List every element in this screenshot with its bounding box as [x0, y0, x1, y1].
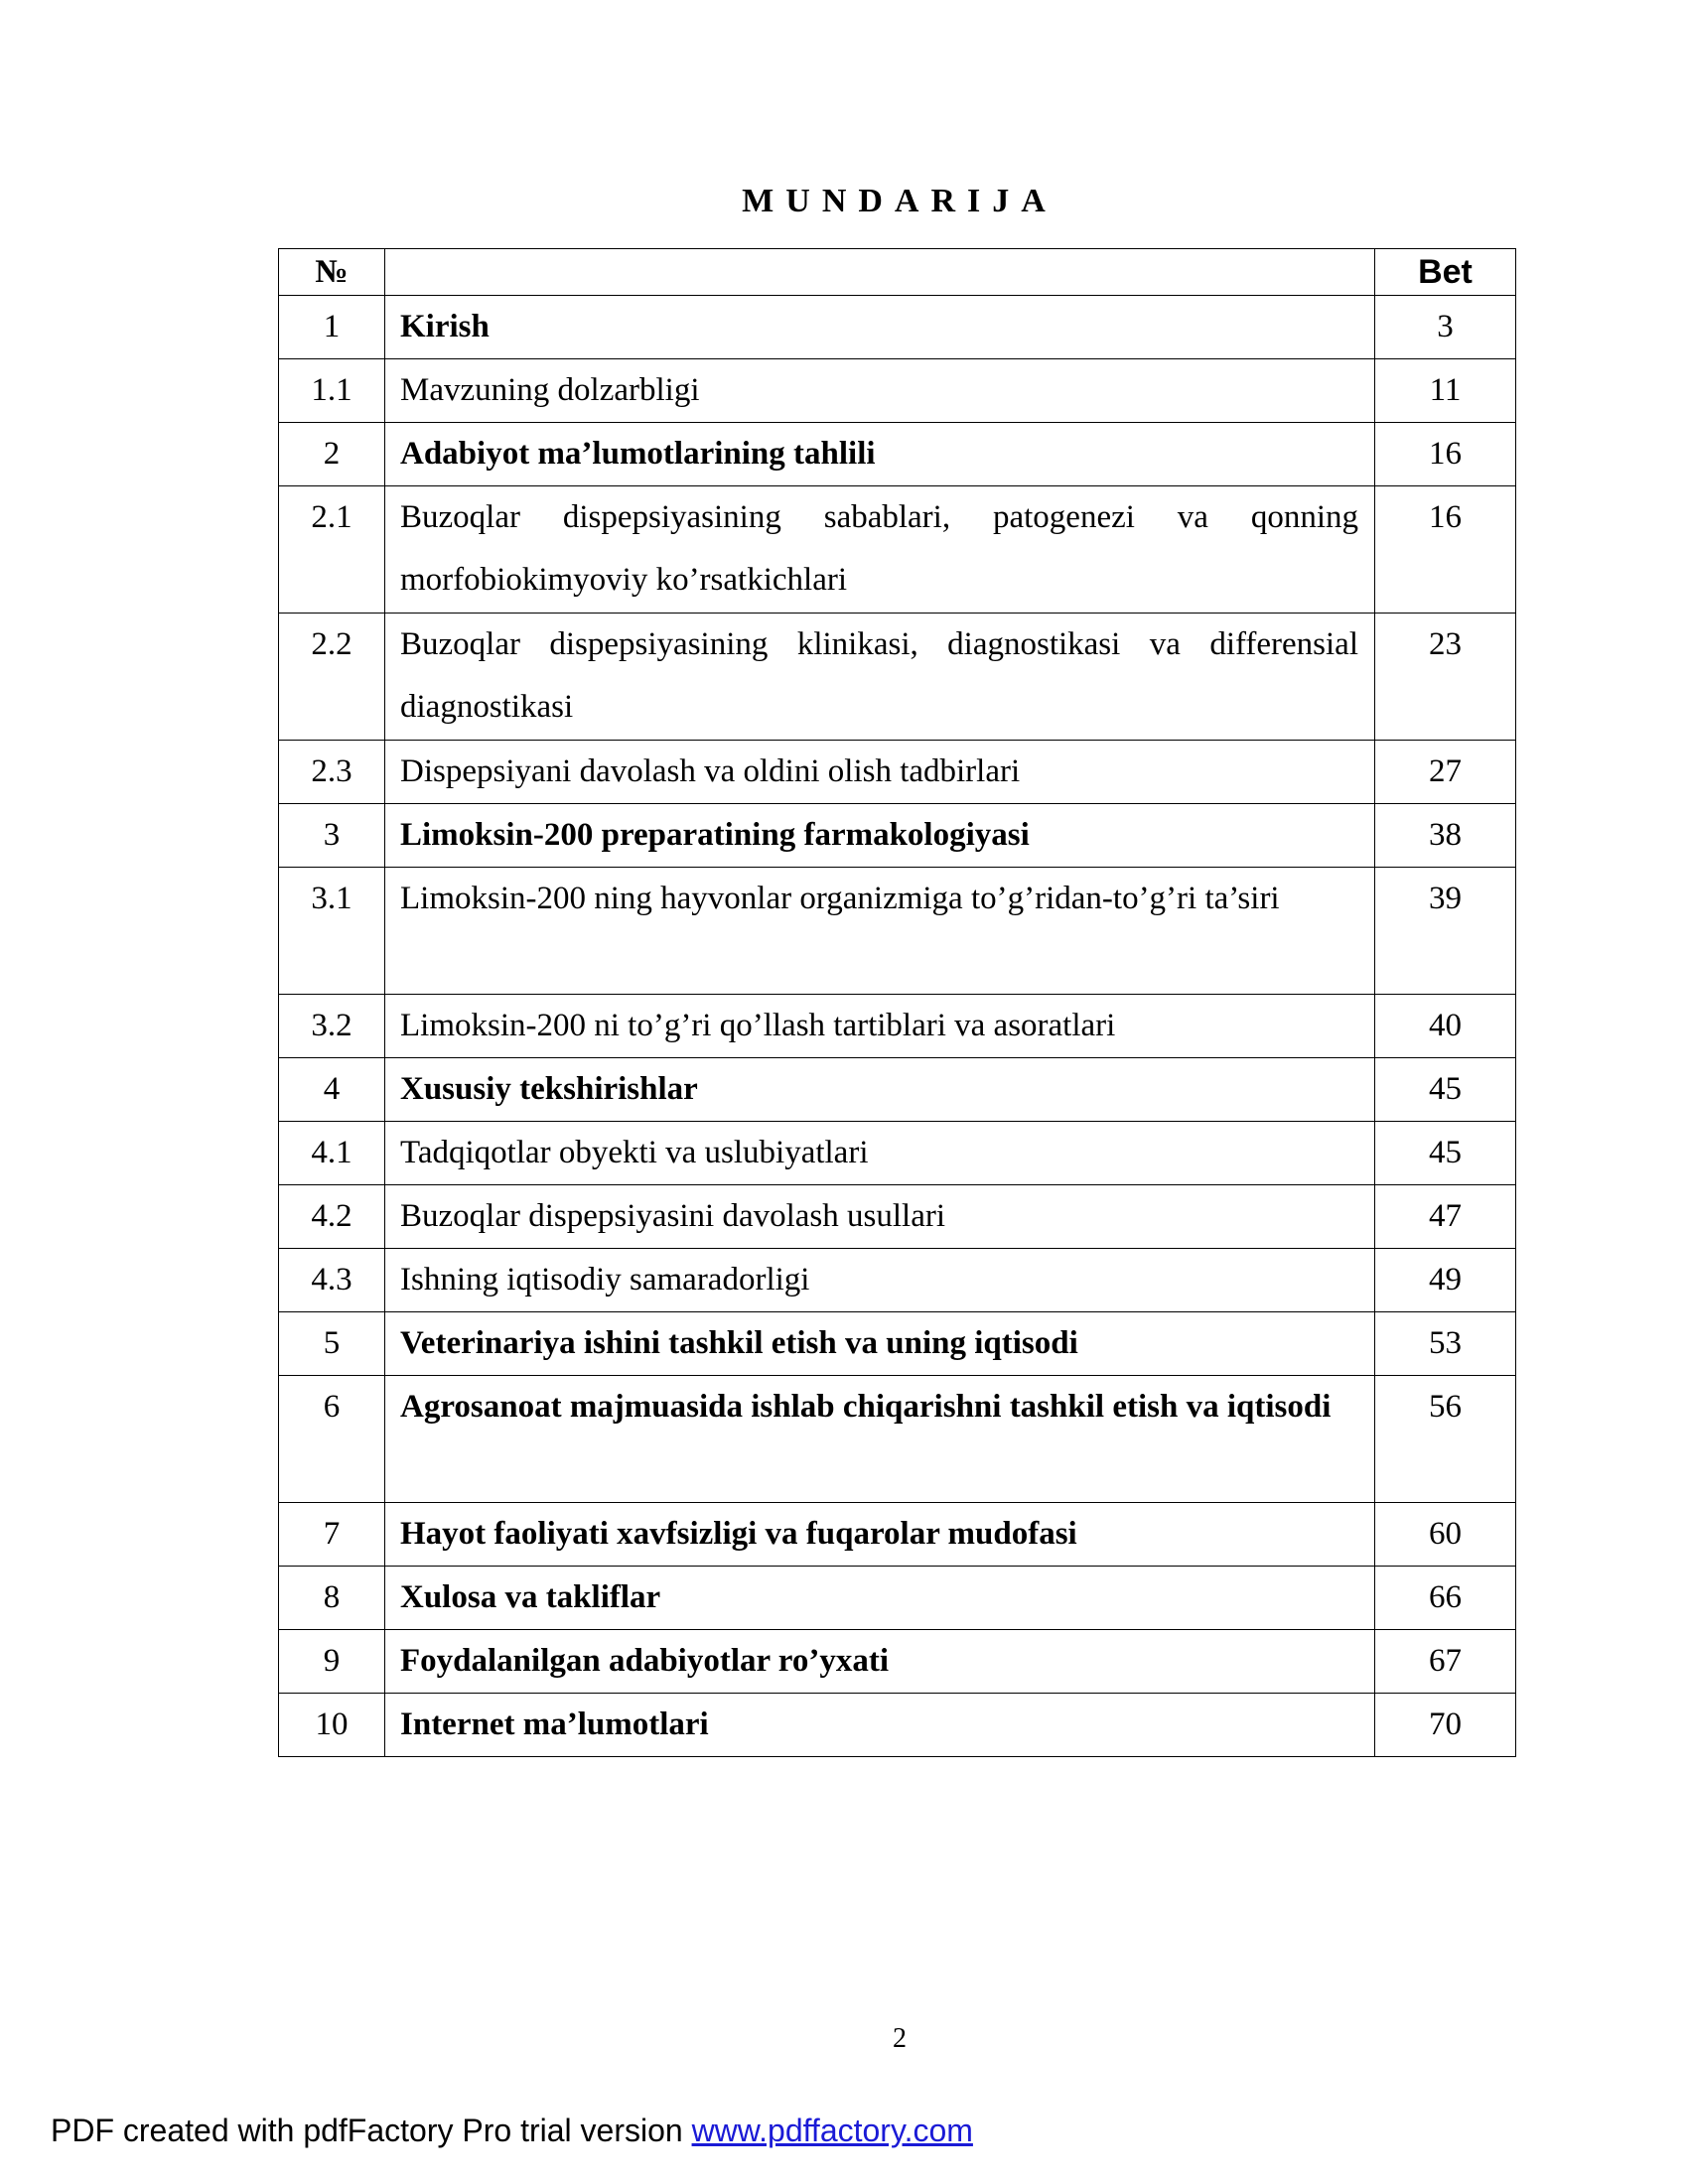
toc-page: 38 [1375, 804, 1516, 868]
toc-row [279, 486, 1516, 614]
toc-row [279, 868, 1516, 995]
toc-number: 2.1 [279, 486, 385, 614]
toc-number: 3.1 [279, 868, 385, 995]
toc-row [279, 1567, 1516, 1630]
toc-page: 45 [1375, 1122, 1516, 1185]
toc-title: Limoksin-200 preparatining farmakologiyasi [385, 804, 1375, 868]
toc-row [279, 1694, 1516, 1757]
toc-number: 10 [279, 1694, 385, 1757]
header-title [385, 249, 1375, 296]
toc-row [279, 1376, 1516, 1503]
toc-number: 3.2 [279, 995, 385, 1058]
toc-number: 7 [279, 1503, 385, 1567]
toc-title: Agrosanoat majmuasida ishlab chiqarishni tashkil etish va iqtisodi [385, 1376, 1375, 1503]
toc-row [279, 359, 1516, 423]
toc-number: 4.1 [279, 1122, 385, 1185]
toc-number: 2.3 [279, 741, 385, 804]
toc-page: 45 [1375, 1058, 1516, 1122]
toc-page: 11 [1375, 359, 1516, 423]
toc-number: 8 [279, 1567, 385, 1630]
toc-number: 3 [279, 804, 385, 868]
toc-page: 56 [1375, 1376, 1516, 1503]
toc-title: Xulosa va takliflar [385, 1567, 1375, 1630]
footer-text: PDF created with pdfFactory Pro trial version [51, 2113, 692, 2148]
toc-title: Buzoqlar dispepsiyasining sabablari, patogenezi va qonning morfobiokimyoviy ko’rsatkichlari [385, 486, 1375, 614]
toc-title: Kirish [385, 296, 1375, 359]
toc-title: Dispepsiyani davolash va oldini olish tadbirlari [385, 741, 1375, 804]
toc-title: Limoksin-200 ni to’g’ri qo’llash tartiblari va asoratlari [385, 995, 1375, 1058]
toc-row [279, 1503, 1516, 1567]
toc-page: 53 [1375, 1312, 1516, 1376]
toc-title: Ishning iqtisodiy samaradorligi [385, 1249, 1375, 1312]
pdf-footer [51, 2113, 973, 2149]
toc-row [279, 614, 1516, 741]
toc-row [279, 1058, 1516, 1122]
toc-title: Adabiyot ma’lumotlarining tahlili [385, 423, 1375, 486]
toc-title: Hayot faoliyati xavfsizligi va fuqarolar mudofasi [385, 1503, 1375, 1567]
toc-title: Internet ma’lumotlari [385, 1694, 1375, 1757]
toc-row [279, 296, 1516, 359]
toc-row [279, 1630, 1516, 1694]
toc-page: 67 [1375, 1630, 1516, 1694]
toc-title: Xususiy tekshirishlar [385, 1058, 1375, 1122]
toc-page: 49 [1375, 1249, 1516, 1312]
toc-title: Mavzuning dolzarbligi [385, 359, 1375, 423]
toc-row [279, 1249, 1516, 1312]
toc-page: 66 [1375, 1567, 1516, 1630]
toc-title: Foydalanilgan adabiyotlar ro’yxati [385, 1630, 1375, 1694]
toc-page: 16 [1375, 423, 1516, 486]
toc-number: 6 [279, 1376, 385, 1503]
footer-link[interactable]: www.pdffactory.com [691, 2113, 973, 2148]
toc-title: Veterinariya ishini tashkil etish va uning iqtisodi [385, 1312, 1375, 1376]
page-title: MUNDARIJA [742, 183, 1057, 219]
toc-page: 47 [1375, 1185, 1516, 1249]
toc-row [279, 804, 1516, 868]
toc-number: 2.2 [279, 614, 385, 741]
toc-number: 2 [279, 423, 385, 486]
toc-title: Buzoqlar dispepsiyasini davolash usullari [385, 1185, 1375, 1249]
toc-page: 70 [1375, 1694, 1516, 1757]
toc-number: 1 [279, 296, 385, 359]
header-number: № [279, 249, 385, 296]
table-of-contents [278, 248, 1516, 1757]
toc-title: Tadqiqotlar obyekti va uslubiyatlari [385, 1122, 1375, 1185]
toc-row [279, 741, 1516, 804]
toc-row [279, 423, 1516, 486]
toc-page: 23 [1375, 614, 1516, 741]
toc-title: Limoksin-200 ning hayvonlar organizmiga to’g’ridan-to’g’ri ta’siri [385, 868, 1375, 995]
toc-page: 39 [1375, 868, 1516, 995]
page-number: 2 [893, 2023, 907, 2054]
toc-row [279, 995, 1516, 1058]
toc-header-row [279, 249, 1516, 296]
header-page: Bet [1375, 249, 1516, 296]
toc-row [279, 1312, 1516, 1376]
toc-number: 5 [279, 1312, 385, 1376]
toc-page: 3 [1375, 296, 1516, 359]
toc-number: 9 [279, 1630, 385, 1694]
toc-number: 1.1 [279, 359, 385, 423]
toc-title: Buzoqlar dispepsiyasining klinikasi, diagnostikasi va differensial diagnostikasi [385, 614, 1375, 741]
toc-page: 40 [1375, 995, 1516, 1058]
toc-page: 16 [1375, 486, 1516, 614]
toc-number: 4.2 [279, 1185, 385, 1249]
toc-row [279, 1122, 1516, 1185]
toc-page: 60 [1375, 1503, 1516, 1567]
toc-number: 4 [279, 1058, 385, 1122]
toc-page: 27 [1375, 741, 1516, 804]
toc-row [279, 1185, 1516, 1249]
toc-number: 4.3 [279, 1249, 385, 1312]
